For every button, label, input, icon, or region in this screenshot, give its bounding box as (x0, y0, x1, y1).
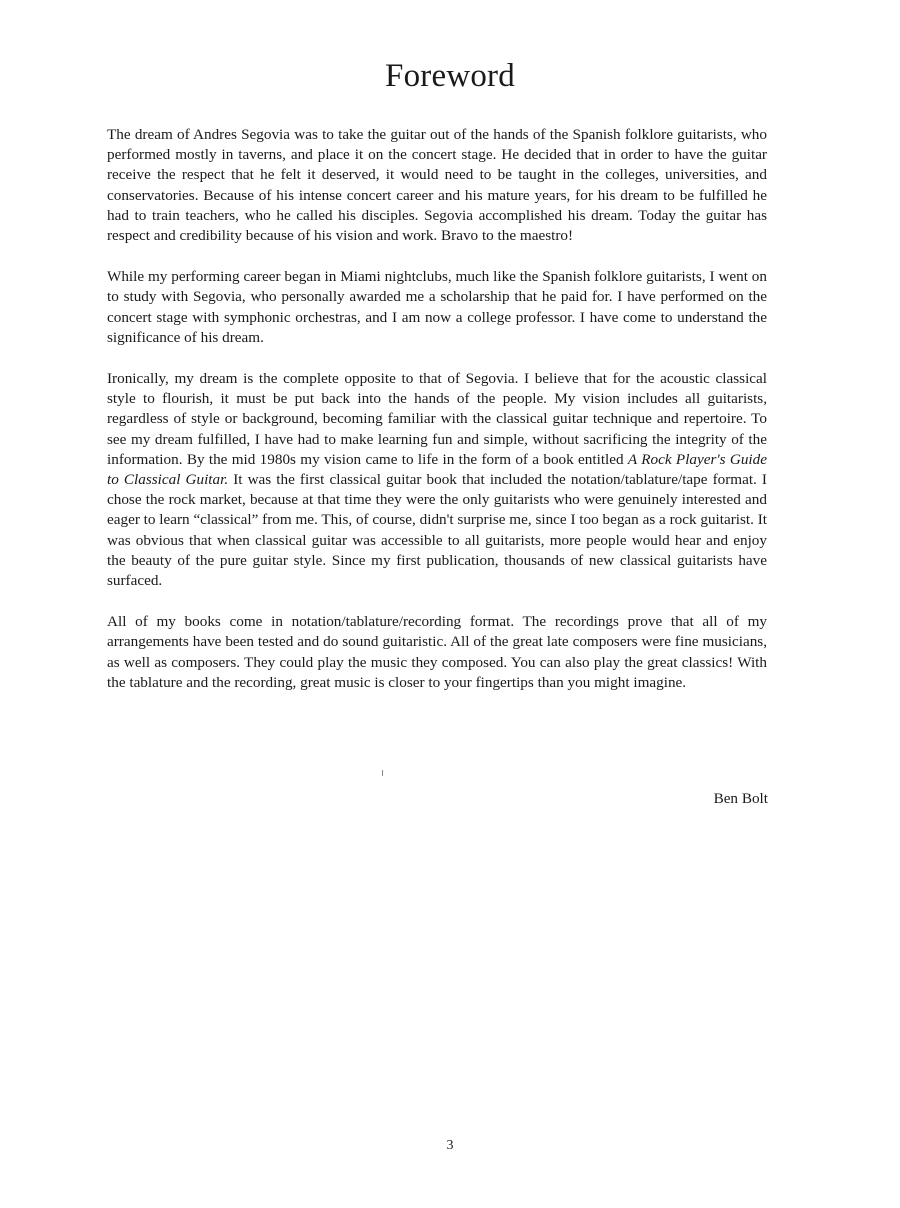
foreword-body (107, 125, 767, 714)
page-number: 3 (446, 1138, 454, 1153)
scan-mark (382, 770, 383, 776)
book-title-italic: A Rock Player's Guide to Classical Guitar. (107, 450, 767, 489)
paragraph-3-text-after: It was the first classical guitar book that included the notation/tablature/tape format. I chose the rock market, because at that time they were the only guitarists who were genuinely interested and eager to learn “classical” from me. This, of course, didn't surprise me, since I too began as a rock guitarist. It was obvious that when classical guitar was accessible to all guitarists, more people would hear and enjoy the beauty of the pure guitar style. Since my first publication, thousands of new classical guitarists have surfaced. (107, 471, 767, 590)
paragraph-4: All of my books come in notation/tablature/recording format. The recordings prove that all of my arrangements have been tested and do sound guitaristic. All of the great late composers were fine musicians, as well as composers. They could play the music they composed. You can also play the great classics! With the tablature and the recording, great music is closer to your fingertips than you might imagine. (107, 613, 767, 691)
paragraph-2: While my performing career began in Miami nightclubs, much like the Spanish folklore guitarists, I went on to study with Segovia, who personally awarded me a scholarship that he paid for. I have performed on the concert stage with symphonic orchestras, and I am now a college professor. I have come to understand the significance of his dream. (107, 268, 767, 346)
paragraph-1: The dream of Andres Segovia was to take the guitar out of the hands of the Spanish folklore guitarists, who performed mostly in taverns, and place it on the concert stage. He decided that in order to have the guitar receive the respect that he felt it deserved, it would need to be taught in the colleges, universities, and conservatories. Because of his intense concert career and his mature years, for his dream to be fulfilled he had to train teachers, who he called his disciples. Segovia accomplished his dream. Today the guitar has respect and credibility because of his vision and work. Bravo to the maestro! (107, 126, 767, 245)
author-signature: Ben Bolt (713, 790, 768, 807)
paragraph-3-text-before: Ironically, my dream is the complete opposite to that of Segovia. I believe that for the acoustic classical style to flourish, it must be put back into the hands of the people. My vision includes all guitarists, regardless of style or background, becoming familiar with the classical guitar technique and repertoire. To see my dream fulfilled, I have had to make learning fun and simple, without sacrificing the integrity of the information. By the mid 1980s my vision came to life in the form of a book entitled (107, 370, 767, 468)
paragraph-3 (107, 369, 767, 591)
page-title: Foreword (385, 58, 515, 94)
